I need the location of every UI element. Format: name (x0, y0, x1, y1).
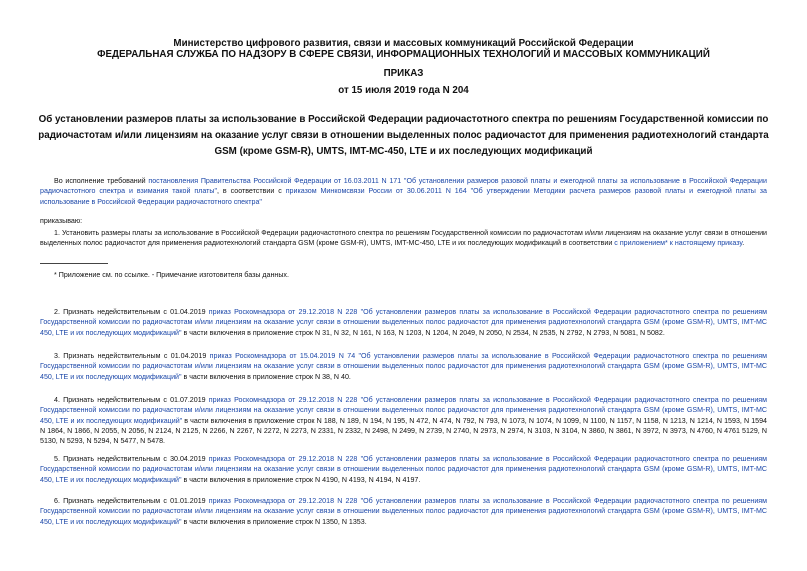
appendix-link[interactable]: с приложением* к настоящему приказу (614, 239, 743, 248)
order-word: приказываю: (40, 217, 83, 225)
item-1-end: . (742, 239, 745, 248)
item-3-paragraph (40, 351, 767, 382)
service-heading: ФЕДЕРАЛЬНАЯ СЛУЖБА ПО НАДЗОРУ В СФЕРЕ СВЯЗИ, ИНФОРМАЦИОННЫХ ТЕХНОЛОГИЙ И МАССОВЫХ КОММУНИКАЦИЙ (97, 49, 710, 60)
preamble-text-2: , в соответствии с (217, 187, 286, 196)
government-decree-link[interactable]: постановления Правительства Российской Федерации от 16.03.2011 N 171 "Об установлении размеров разовой платы и ежегодной платы за использование в Российской Федерации радиочастотного спектра и взимания такой платы" (40, 177, 767, 196)
item-4-order-link[interactable]: приказ Роскомнадзора от 29.12.2018 N 228 "Об установлении размеров платы за использование в Российской Федерации радиочастотного спектра по решениям Государственной комиссии по радиочастотам и/или лицензиям на оказание услуг связи в отношении выделенных полос радиочастот для применения радиотехнологий стандарта GSM (кроме GSM-R), UMTS, IMT-MC 450, LTE и их последующих модификаций" (40, 396, 767, 425)
item-6-order-link[interactable]: приказ Роскомнадзора от 29.12.2018 N 228 "Об установлении размеров платы за использование в Российской Федерации радиочастотного спектра по решениям Государственной комиссии по радиочастотам и/или лицензиям на оказание услуг связи в отношении выделенных полос радиочастот для применения радиотехнологий стандарта GSM (кроме GSM-R), UMTS, IMT-MC 450, LTE и их последующих модификаций" (40, 497, 767, 526)
item-6-paragraph (40, 496, 767, 527)
item-4-pre: 4. Признать недействительным с 01.07.2019 (54, 396, 209, 404)
item-2-paragraph (40, 307, 767, 338)
doc-date-number: от 15 июля 2019 года N 204 (338, 85, 469, 96)
item-2-order-link[interactable]: приказ Роскомнадзора от 29.12.2018 N 228 "Об установлении размеров платы за использование в Российской Федерации радиочастотного спектра по решениям Государственной комиссии по радиочастотам и/или лицензиям на оказание услуг связи в отношении выделенных полос радиочастот для применения радиотехнологий стандарта GSM (кроме GSM-R), UMTS, IMT-MC 450, LTE и их последующих модификаций" (40, 308, 767, 337)
ministry-heading: Министерство цифрового развития, связи и массовых коммуникаций Российской Федерации (173, 38, 634, 49)
item-3-pre: 3. Признать недействительным с 01.04.2019 (54, 352, 210, 360)
item-5-order-link[interactable]: приказ Роскомнадзора от 29.12.2018 N 228 "Об установлении размеров платы за использование в Российской Федерации радиочастотного спектра по решениям Государственной комиссии по радиочастотам и/или лицензиям на оказание услуг связи в отношении выделенных полос радиочастот для применения радиотехнологий стандарта GSM (кроме GSM-R), UMTS, IMT-MC 450, LTE и их последующих модификаций" (40, 455, 767, 484)
preamble-paragraph (40, 176, 767, 207)
preamble-text-1: Во исполнение требований (54, 177, 149, 185)
item-6-pre: 6. Признать недействительным с 01.01.2019 (54, 497, 209, 505)
item-2-post: в части включения в приложение строк N 31, N 32, N 161, N 163, N 1203, N 1204, N 2049, N 2050, N 2534, N 2535, N 2792, N 2793, N 5081, N 5082. (181, 328, 665, 337)
item-3-order-link[interactable]: приказ Роскомнадзора от 15.04.2019 N 74 "Об установлении размеров платы за использование в Российской Федерации радиочастотного спектра по решениям Государственной комиссии по радиочастотам и/или лицензиям на оказание услуг связи в отношении выделенных полос радиочастот для применения радиотехнологий стандарта GSM (кроме GSM-R), UMTS, IMT-MC 450, LTE и их последующих модификаций" (40, 352, 767, 381)
item-4-paragraph (40, 395, 767, 446)
item-1-paragraph (40, 228, 767, 249)
item-1-text: 1. Установить размеры платы за использование в Российской Федерации радиочастотного спектра по решениям Государственной комиссии по радиочастотам и/или лицензиям на оказание услуг связи в отношении выделенных полос радиочастот для применения радиотехнологий стандарта GSM (кроме GSM-R), UMTS, IMT-MC-450, LTE и их последующих модификаций в соответствии (40, 229, 767, 248)
ministry-order-link[interactable]: приказом Минкомсвязи России от 30.06.2011 N 164 "Об утверждении Методики расчета размеров разовой платы и ежегодной платы за использование в Российской Федерации радиочастотного спектра" (40, 187, 767, 206)
footnote-text: * Приложение см. по ссылке. - Примечание изготовителя базы данных. (54, 271, 289, 279)
footnote (40, 270, 767, 280)
item-4-post: в части включения в приложение строк N 188, N 189, N 194, N 195, N 472, N 474, N 792, N 793, N 1073, N 1074, N 1099, N 1100, N 1157, N 1158, N 1213, N 1214, N 1593, N 1594 N 1864, N 1866, N 2055, N 2056, N 2124, N 2125, N 2266, N 2267, N 2272, N 2273, N 2331, N 2332, N 2498, N 2499, N 2739, N 2740, N 2973, N 2974, N 3103, N 3104, N 3860, N 3861, N 3972, N 3973, N 4760, N 4761 5129, N 5130, N 5293, N 5294, N 5477, N 5478. (40, 416, 767, 446)
item-6-post: в части включения в приложение строк N 1350, N 1353. (181, 517, 367, 526)
item-3-post: в части включения в приложение строк N 38, N 40. (181, 372, 351, 381)
doc-title: Об установлении размеров платы за использование в Российской Федерации радиочастотного спектра по решениям Государственной комиссии по радиочастотам и/или лицензиям на оказание услуг связи в отношении выделенных полос радиочастот для применения радиотехнологий стандарта GSM (кроме GSM-R), UMTS, IMT-MC-450, LTE и их последующих модификаций (38, 114, 769, 157)
item-5-post: в части включения в приложение строк N 4190, N 4193, N 4194, N 4197. (181, 475, 421, 484)
item-5-paragraph (40, 454, 767, 485)
item-5-pre: 5. Признать недействительным с 30.04.2019 (54, 455, 209, 463)
doc-type: ПРИКАЗ (383, 68, 424, 79)
item-2-pre: 2. Признать недействительным с 01.04.2019 (54, 308, 209, 316)
footnote-divider (40, 263, 108, 264)
